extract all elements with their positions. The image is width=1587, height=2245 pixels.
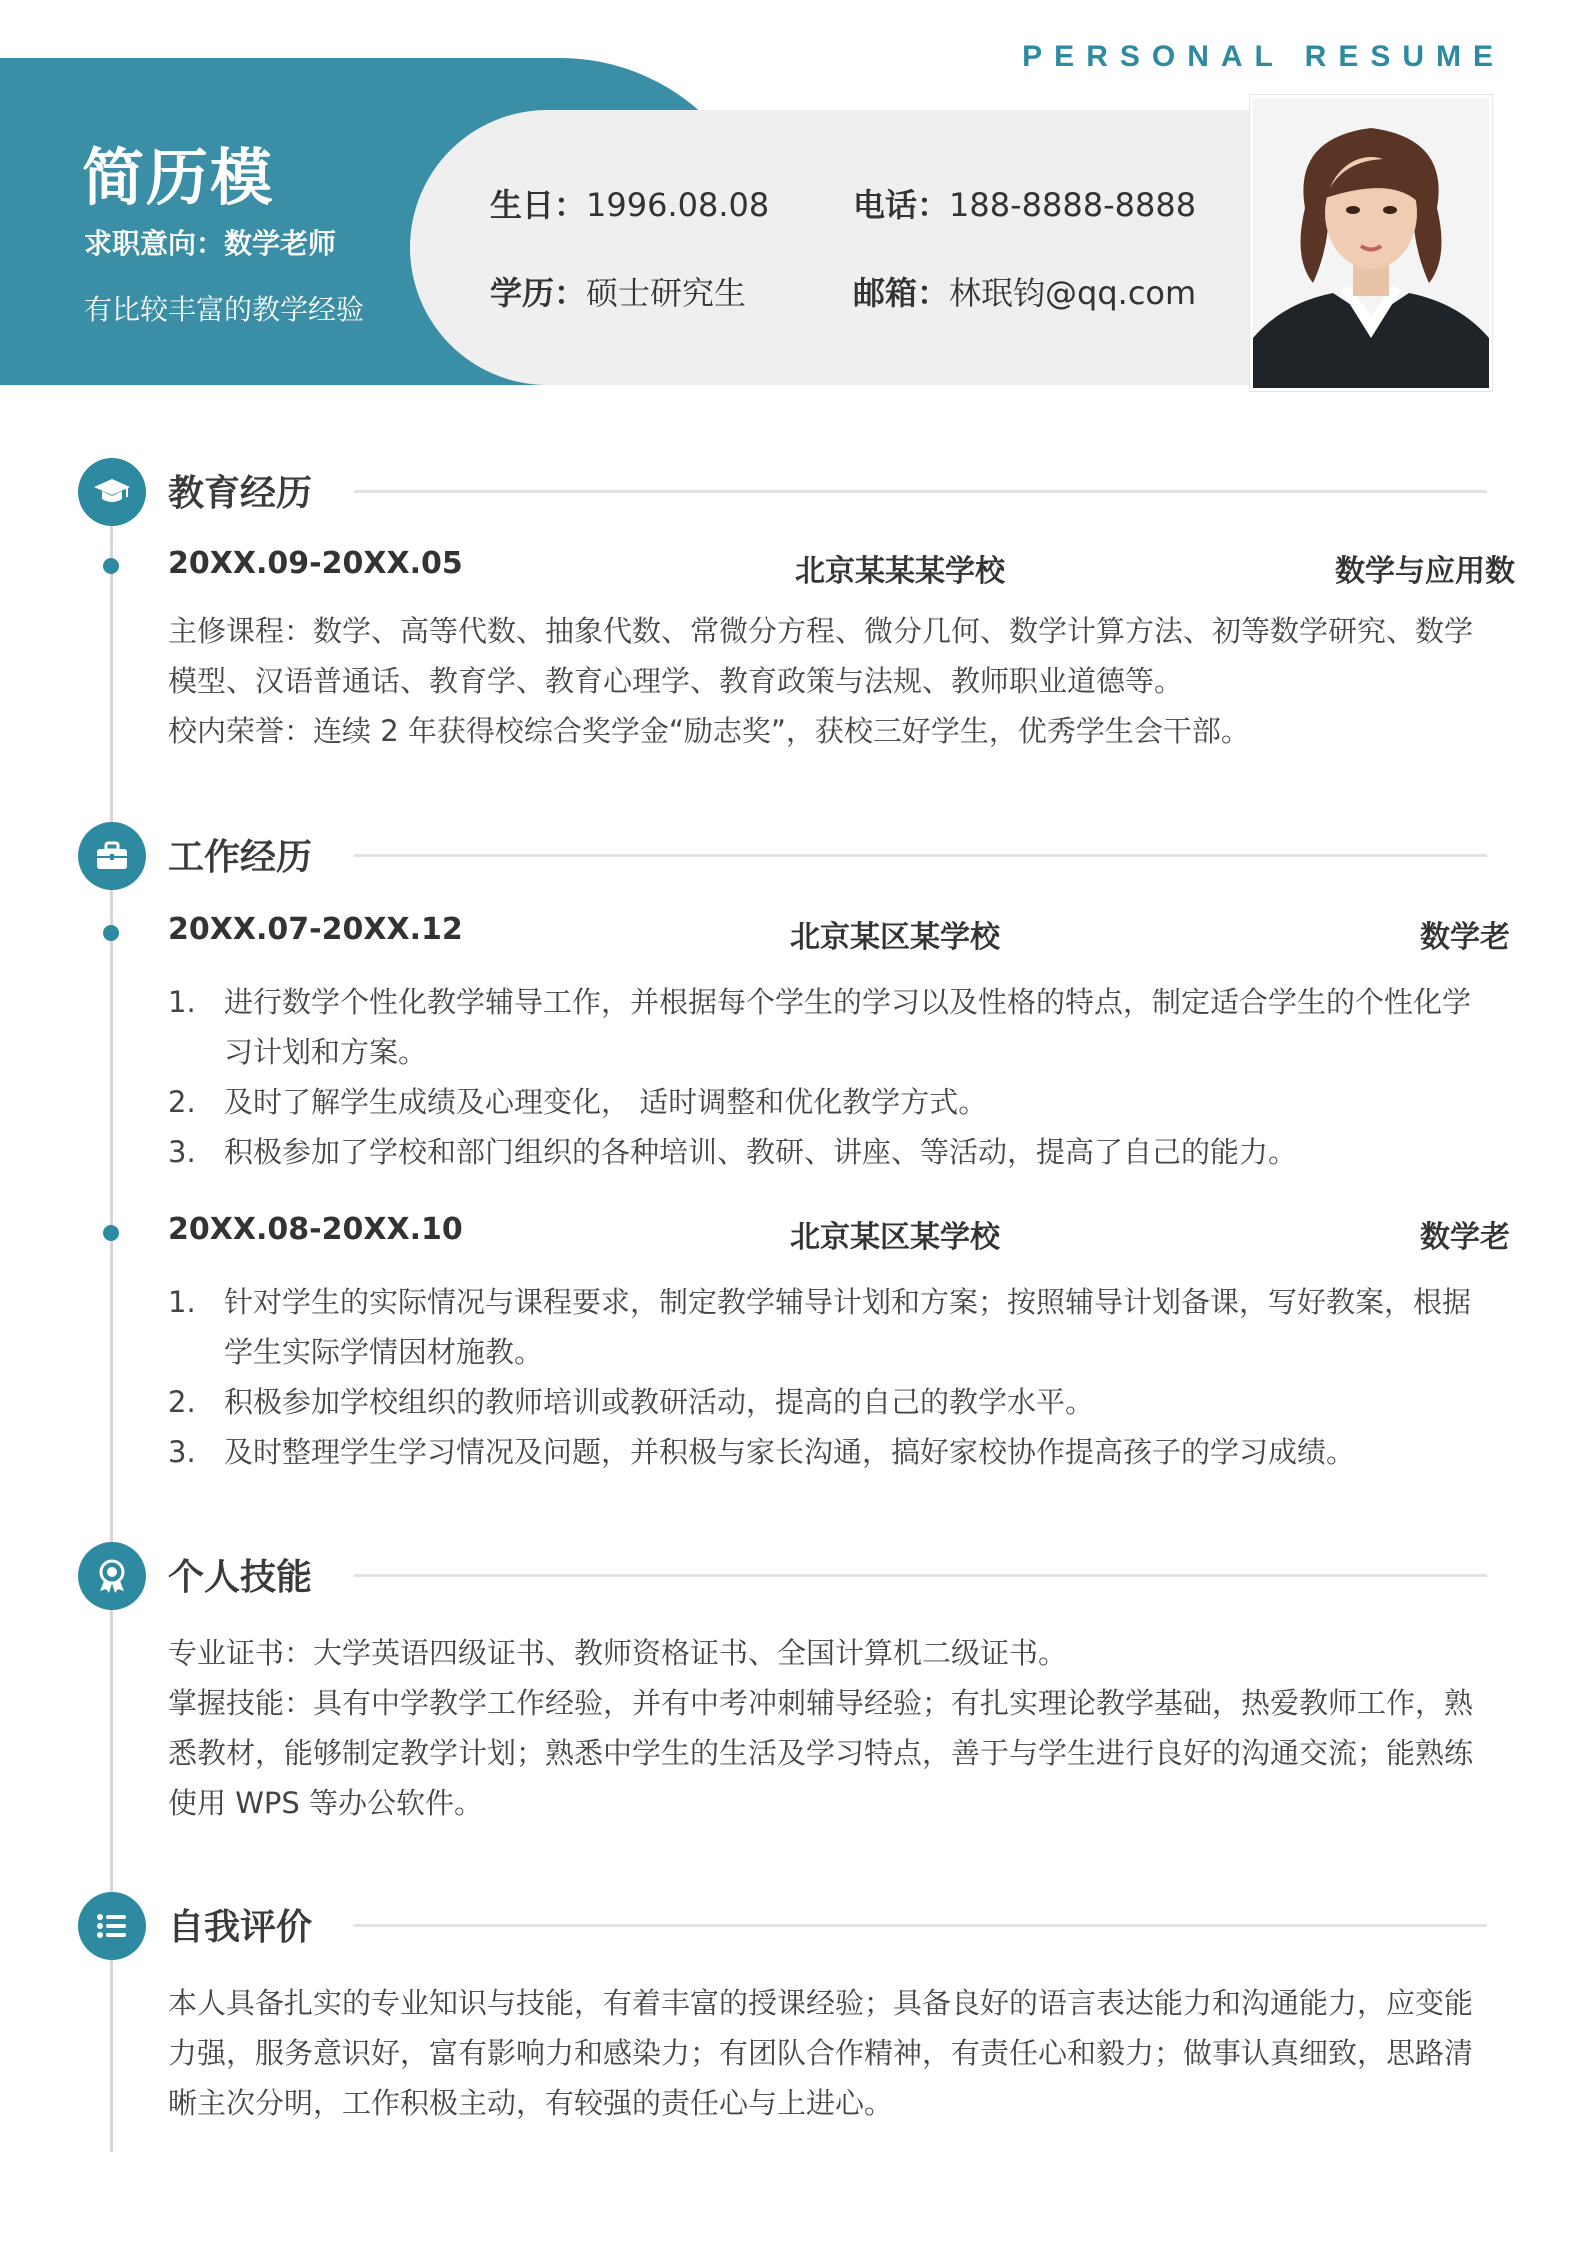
job-intent: 求职意向：数学老师 [84, 227, 337, 260]
candidate-name: 简历模 [82, 141, 275, 214]
job-2-date: 20XX.08-20XX.10 [168, 1212, 463, 1247]
birthday-info [490, 180, 769, 226]
education-level-value: 硕士研究生 [586, 274, 747, 312]
list-item: 1. 针对学生的实际情况与课程要求，制定教学辅导计划和方案；按照辅导计划备课，写好教案，根据学生实际学情因材施教。 [168, 1285, 1472, 1369]
list-item: 2. 积极参加学校组织的教师培训或教研活动，提高的自己的教学水平。 [168, 1385, 1095, 1419]
portrait-illustration [1253, 98, 1489, 388]
job-1-role: 数学老 [1420, 920, 1510, 955]
job-1-duties [168, 977, 1498, 1177]
job-2-org: 北京某区某学校 [790, 1220, 1000, 1255]
education-date: 20XX.09-20XX.05 [168, 546, 463, 581]
work-section-rule [354, 854, 1487, 857]
list-item: 3. 及时整理学生学习情况及问题，并积极与家长沟通，搞好家校协作提高孩子的学习成绩。 [168, 1435, 1356, 1469]
self-evaluation-section-title: 自我评价 [168, 1907, 313, 1948]
list-item: 1. 进行数学个性化教学辅导工作，并根据每个学生的学习以及性格的特点，制定适合学生的个性化学习计划和方案。 [168, 985, 1472, 1069]
list-item: 2. 及时了解学生成绩及心理变化， 适时调整和优化教学方式。 [168, 1085, 988, 1119]
work-section-icon [78, 822, 146, 890]
list-icon [96, 1912, 128, 1940]
timeline-dot [103, 1225, 119, 1241]
education-major: 数学与应用数 [1335, 554, 1515, 589]
job-1-date: 20XX.07-20XX.12 [168, 912, 463, 947]
work-section-title: 工作经历 [168, 837, 313, 878]
skills-section-icon [78, 1542, 146, 1610]
skills-section-rule [354, 1574, 1487, 1577]
birthday-label: 生日： [490, 186, 587, 224]
self-evaluation-section-icon [78, 1892, 146, 1960]
education-courses: 主修课程：数学、高等代数、抽象代数、常微分方程、微分几何、数学计算方法、初等数学研究、数学模型、汉语普通话、教育学、教育心理学、教育政策与法规、教师职业道德等。 [168, 614, 1474, 698]
personal-resume-title: PERSONAL RESUME [1022, 40, 1505, 73]
skills-certificates: 专业证书：大学英语四级证书、教师资格证书、全国计算机二级证书。 [168, 1636, 1068, 1670]
briefcase-icon [95, 841, 129, 871]
self-evaluation-text: 本人具备扎实的专业知识与技能，有着丰富的授课经验；具备良好的语言表达能力和沟通能力，应变能力强，服务意识好，富有影响力和感染力；有团队合作精神，有责任心和毅力；做事认真细致，思路清晰主次分明，工作积极主动，有较强的责任心与上进心。 [168, 1986, 1474, 2120]
graduation-cap-icon [93, 477, 131, 507]
education-honors: 校内荣誉：连续 2 年获得校综合奖学金“励志奖”，获校三好学生，优秀学生会干部。 [168, 714, 1250, 748]
skills-section-title: 个人技能 [168, 1557, 313, 1598]
email-info [853, 268, 1196, 314]
education-section-icon [78, 458, 146, 526]
list-item: 3. 积极参加了学校和部门组织的各种培训、教研、讲座、等活动，提高了自己的能力。 [168, 1135, 1298, 1169]
education-section-rule [354, 490, 1487, 493]
portrait-photo [1250, 95, 1492, 391]
job-2-duties [168, 1277, 1498, 1477]
phone-info [853, 180, 1196, 226]
birthday-value: 1996.08.08 [586, 186, 770, 224]
skills-abilities: 掌握技能：具有中学教学工作经验，并有中考冲刺辅导经验；有扎实理论教学基础，热爱教师工作，熟悉教材，能够制定教学计划；熟悉中学生的生活及学习特点，善于与学生进行良好的沟通交流；能熟练使用 WPS 等办公软件。 [168, 1686, 1474, 1820]
email-value: 林珉钧@qq.com [949, 274, 1197, 312]
timeline-dot [103, 558, 119, 574]
phone-label: 电话： [853, 186, 950, 224]
education-section-title: 教育经历 [168, 473, 313, 514]
header-info-panel [410, 110, 1310, 385]
phone-value: 188-8888-8888 [949, 186, 1197, 224]
education-level-info [490, 268, 746, 314]
timeline-dot [103, 925, 119, 941]
experience-summary: 有比较丰富的教学经验 [84, 293, 365, 326]
job-1-org: 北京某区某学校 [790, 920, 1000, 955]
email-label: 邮箱： [853, 274, 950, 312]
job-2-role: 数学老 [1420, 1220, 1510, 1255]
award-badge-icon [96, 1559, 128, 1593]
self-evaluation-section-rule [354, 1924, 1487, 1927]
education-level-label: 学历： [490, 274, 587, 312]
education-school: 北京某某某学校 [795, 554, 1005, 589]
